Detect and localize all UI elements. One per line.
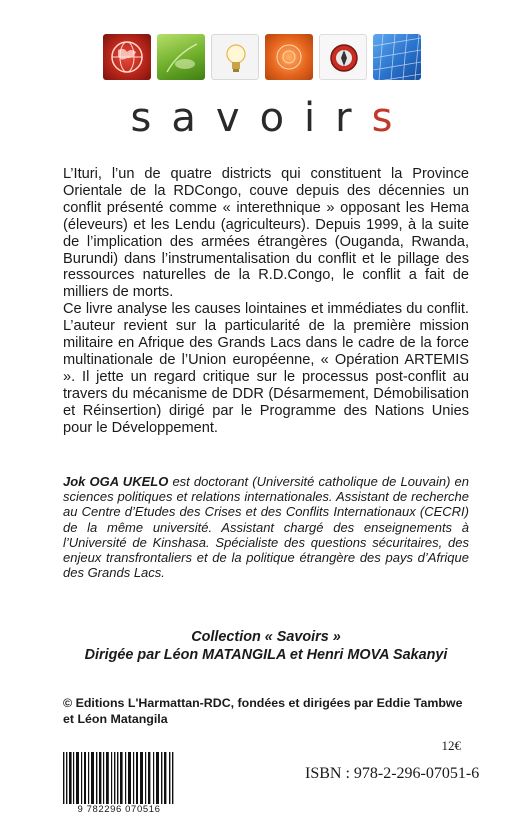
author-bio — [63, 474, 469, 580]
back-cover-summary — [63, 166, 469, 437]
author-description: est doctorant (Université catholique de Louvain) en sciences politiques et relations internationales. Assistant de recherche au Centre d’Etudes des Crises et des Conflits Internationaux (CECRI) de la même université. Assistant chargé des enseignements à l’Université de Kinshasa. Spécialiste des questions sécuritaires, des enjeux transfrontaliers et de la politique étrangère des pays d’Afrique des Grands Lacs. — [63, 474, 469, 581]
orange-texture-icon — [265, 34, 313, 80]
summary-paragraph-2: Ce livre analyse les causes lointaines et immédiates du conflit. L’auteur revient sur la particularité de la première mission militaire en Afrique des Grands Lacs dans le cadre de la force multinationale de l’Union européenne, « Opération ARTEMIS ». Il jette un regard critique sur le processus post-conflit au travers du mécanisme de DDR (Désarmement, Démobilisation et Réinsertion) dirigé par le Programme des Nations Unies pour le Développement. — [63, 301, 469, 436]
price-label: 12€ — [441, 738, 461, 753]
isbn-label: ISBN : 978-2-296-07051-6 — [305, 765, 480, 782]
summary-paragraph-1: L’Ituri, l’un de quatre districts qui constituent la Province Orientale de la RDCongo, couve depuis des décennies un conflit présenté comme « interethnique » opposant les Hema (éleveurs) et les Lendu (agriculteurs). Depuis 1999, à la suite de l’implication des armées étrangères (Ouganda, Rwanda, Burundi) dans l’instrumentalisation du conflit et le pillage des ressources naturelles de la R.D.Congo, le conflit a fait de milliers de morts. — [63, 166, 469, 301]
leaf-icon — [157, 34, 205, 80]
series-logo: savoirs — [130, 95, 413, 141]
globe-icon — [103, 34, 151, 80]
theme-tiles — [103, 34, 421, 80]
lightbulb-icon — [211, 34, 259, 80]
barcode-digits: 9 782296 070516 — [60, 804, 178, 815]
collection-directors: Dirigée par Léon MATANGILA et Henri MOVA Sakanyi — [84, 647, 448, 663]
series-header — [0, 0, 525, 150]
solar-panel-icon — [373, 34, 421, 80]
compass-icon — [319, 34, 367, 80]
author-name: Jok OGA UKELO — [63, 474, 169, 489]
collection-info — [63, 628, 469, 664]
collection-title: Collection « Savoirs » — [191, 629, 341, 645]
publisher-copyright: © Editions L'Harmattan-RDC, fondées et dirigées par Eddie Tambwe et Léon Matangila — [63, 696, 463, 726]
barcode-icon — [63, 752, 175, 812]
